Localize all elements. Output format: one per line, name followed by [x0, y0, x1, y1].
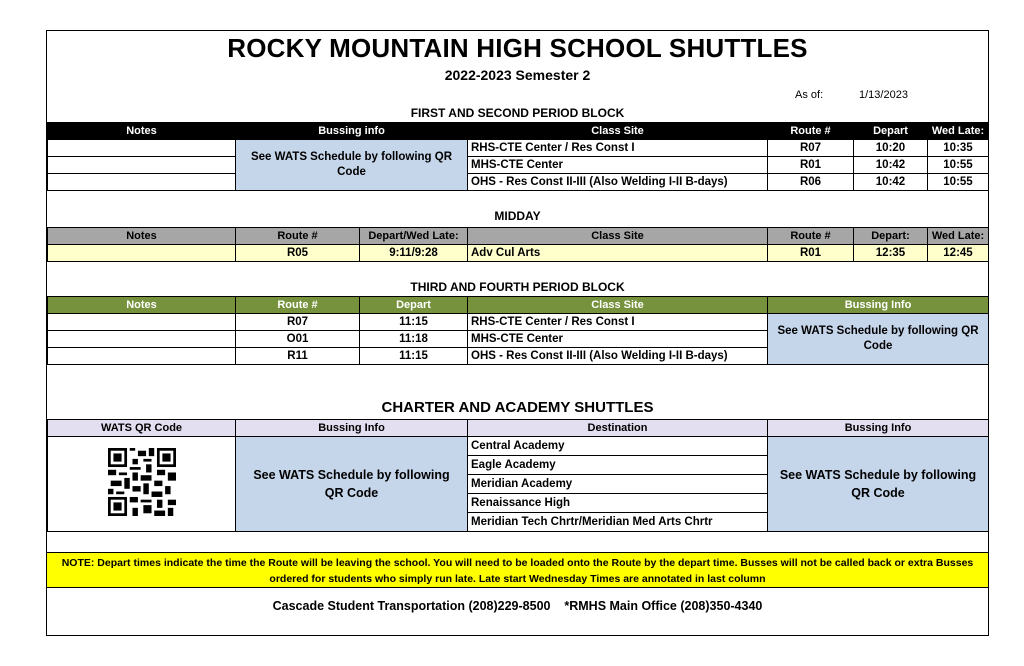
site-cell: Adv Cul Arts [468, 245, 768, 262]
notes-cell [48, 157, 236, 174]
table-row [48, 140, 989, 157]
wed-cell: 12:45 [928, 245, 989, 262]
col-depart-wed: Depart/Wed Late: [360, 228, 468, 245]
block2-heading: THIRD AND FOURTH PERIOD BLOCK [410, 280, 625, 294]
col-site: Class Site [468, 228, 768, 245]
site-cell: MHS-CTE Center [468, 331, 768, 348]
col-destination: Destination [468, 420, 768, 437]
bussing-info-cell: See WATS Schedule by following QR Code [236, 140, 468, 191]
col-depart: Depart [360, 297, 468, 314]
bussing-info-cell: See WATS Schedule by following QR Code [236, 437, 468, 532]
block1-table [47, 122, 989, 191]
page-subtitle: 2022-2023 Semester 2 [444, 67, 591, 83]
table-row [48, 314, 989, 331]
notes-cell [48, 174, 236, 191]
route-cell: R01 [768, 157, 854, 174]
depart-cell: 10:42 [854, 174, 928, 191]
route-cell: R07 [768, 140, 854, 157]
table-row [48, 157, 989, 174]
bussing-info-cell: See WATS Schedule by following QR Code [768, 314, 989, 365]
qr-code-icon[interactable] [106, 448, 178, 516]
col-wed: Wed Late: [928, 228, 989, 245]
col-depart: Depart: [854, 228, 928, 245]
charter-table [47, 419, 989, 532]
table-row [48, 437, 989, 456]
col-route-2: Route # [768, 228, 854, 245]
depart-cell: 11:18 [360, 331, 468, 348]
notes-cell [48, 331, 236, 348]
site-cell: MHS-CTE Center [468, 157, 768, 174]
midday-heading: MIDDAY [494, 209, 541, 223]
col-bussing-2: Bussing Info [768, 420, 989, 437]
notes-cell [48, 245, 236, 262]
col-site: Class Site [468, 123, 768, 140]
col-route: Route # [768, 123, 854, 140]
notes-cell [48, 314, 236, 331]
as-of-label: As of: [795, 89, 824, 101]
destination-cell: Eagle Academy [468, 456, 768, 475]
route-cell: R11 [236, 348, 360, 365]
block1-heading: FIRST AND SECOND PERIOD BLOCK [410, 106, 625, 120]
route-cell: R06 [768, 174, 854, 191]
col-depart: Depart [854, 123, 928, 140]
qr-cell [48, 437, 236, 532]
wed-cell: 10:35 [928, 140, 989, 157]
depart-cell: 12:35 [854, 245, 928, 262]
block2-table [47, 296, 989, 365]
midday-table [47, 227, 989, 262]
col-bussing: Bussing Info [768, 297, 989, 314]
depart-cell: 11:15 [360, 348, 468, 365]
page-title: ROCKY MOUNTAIN HIGH SCHOOL SHUTTLES [227, 33, 808, 63]
wed-cell: 10:55 [928, 157, 989, 174]
route-cell: O01 [236, 331, 360, 348]
destination-cell: Renaissance High [468, 494, 768, 513]
col-site: Class Site [468, 297, 768, 314]
bussing-info-cell: See WATS Schedule by following QR Code [768, 437, 989, 532]
table-row [48, 174, 989, 191]
depart-cell: 10:20 [854, 140, 928, 157]
site-cell: RHS-CTE Center / Res Const I [468, 314, 768, 331]
route-cell: R01 [768, 245, 854, 262]
site-cell: RHS-CTE Center / Res Const I [468, 140, 768, 157]
wed-cell: 10:55 [928, 174, 989, 191]
col-route: Route # [236, 228, 360, 245]
col-notes: Notes [48, 123, 236, 140]
site-cell: OHS - Res Const II-III (Also Welding I-II B-days) [468, 348, 768, 365]
charter-heading: CHARTER AND ACADEMY SHUTTLES [381, 399, 654, 416]
route-cell: R05 [236, 245, 360, 262]
destination-cell: Meridian Tech Chrtr/Meridian Med Arts Chrtr [468, 513, 768, 532]
depart-cell: 11:15 [360, 314, 468, 331]
as-of-date: 1/13/2023 [859, 89, 908, 101]
route-cell: R07 [236, 314, 360, 331]
late-note: NOTE: Depart times indicate the time the Route will be leaving the school. You will need to be loaded onto the Route by the depart time. Busses will not be called back or extra Busses ordered for students who simply run late. Late start Wednesday Times are annotated in last column [47, 552, 988, 588]
col-qr: WATS QR Code [48, 420, 236, 437]
footer-contacts: Cascade Student Transportation (208)229-8500 *RMHS Main Office (208)350-4340 [272, 599, 763, 613]
destination-cell: Meridian Academy [468, 475, 768, 494]
col-wed: Wed Late: [928, 123, 989, 140]
table-row [48, 245, 989, 262]
site-cell: OHS - Res Const II-III (Also Welding I-II B-days) [468, 174, 768, 191]
destination-cell: Central Academy [468, 437, 768, 456]
col-notes: Notes [48, 228, 236, 245]
col-route: Route # [236, 297, 360, 314]
col-bussing: Bussing Info [236, 420, 468, 437]
depart-wed-cell: 9:11/9:28 [360, 245, 468, 262]
notes-cell [48, 140, 236, 157]
notes-cell [48, 348, 236, 365]
col-bussing: Bussing info [236, 123, 468, 140]
depart-cell: 10:42 [854, 157, 928, 174]
schedule-sheet [46, 30, 989, 636]
col-notes: Notes [48, 297, 236, 314]
